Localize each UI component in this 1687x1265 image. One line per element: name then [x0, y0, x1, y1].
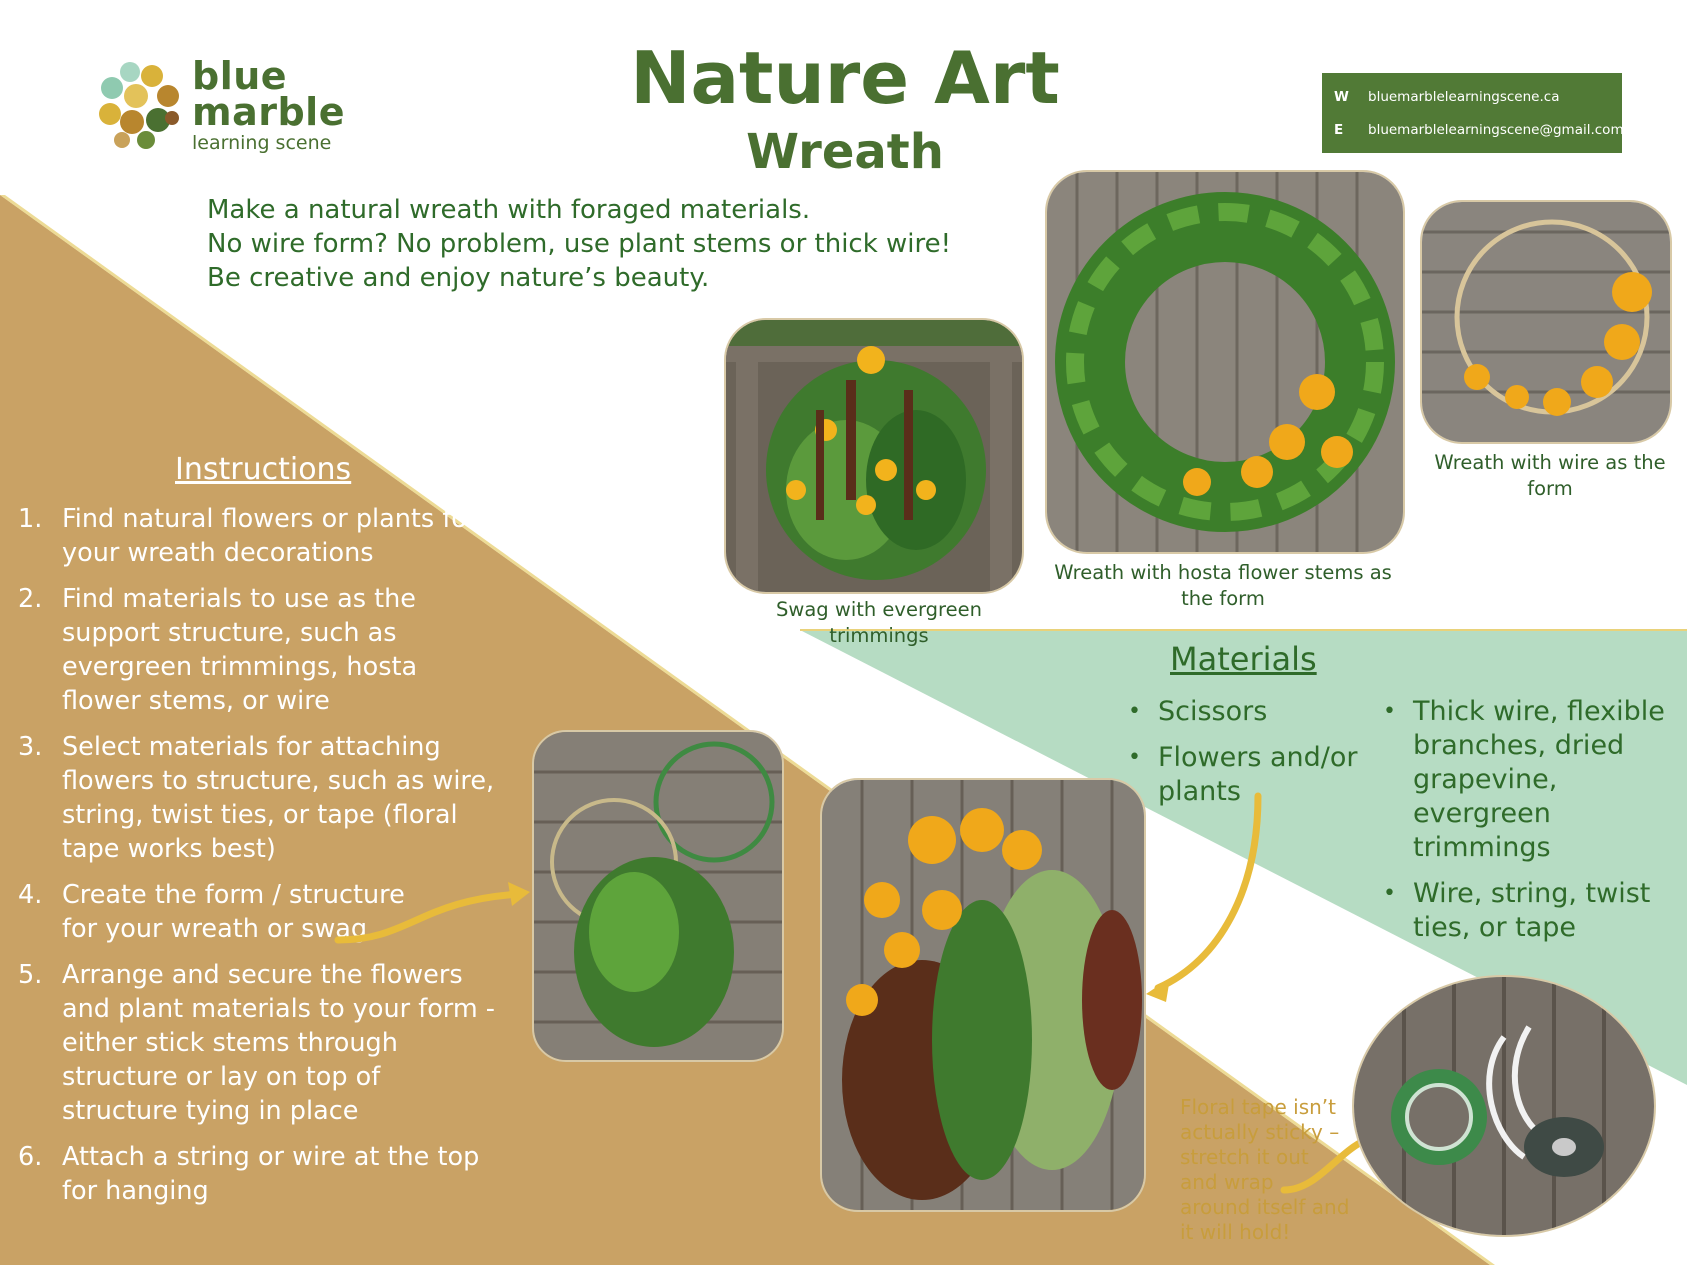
swag-image: [726, 320, 1022, 592]
contact-website[interactable]: [1334, 89, 1559, 105]
intro-line: Make a natural wreath with foraged materials.: [207, 195, 811, 225]
material-item: • Thick wire, flexible branches, dried grapevine, evergreen trimmings: [1383, 695, 1673, 865]
step-number: 1.: [18, 504, 43, 534]
step-text: Attach a string or wire at the top for hanging: [62, 1142, 480, 1206]
arrow-icon: [330, 880, 540, 950]
hosta-caption: Wreath with hosta flower stems as the form: [1054, 561, 1392, 610]
hosta-wreath-photo: [1045, 170, 1405, 554]
intro-line: Be creative and enjoy nature’s beauty.: [207, 263, 710, 293]
instructions-heading: Instructions: [175, 452, 352, 487]
instruction-step: [18, 958, 498, 1128]
step-text: Find materials to use as the support structure, such as evergreen trimmings, hosta flower stems, or wire: [62, 584, 418, 716]
tape-image: [1354, 977, 1654, 1235]
step-number: 6.: [18, 1142, 43, 1172]
intro-line: No wire form? No problem, use plant stems or thick wire!: [207, 229, 952, 259]
wire-caption: Wreath with wire as the form: [1434, 451, 1666, 500]
step-number: 2.: [18, 584, 43, 614]
flowers-photo: [820, 778, 1146, 1212]
forms-image: [534, 732, 782, 1060]
contact-key: E: [1334, 122, 1344, 138]
floral-tape-note: Floral tape isn’t actually sticky – stretch it out and wrap around itself and it will hold!: [1180, 1095, 1350, 1244]
contact-key: W: [1334, 89, 1349, 105]
instruction-step: [18, 582, 498, 718]
forms-photo: [532, 730, 784, 1062]
brand-logo: [92, 54, 352, 168]
swag-caption: Swag with evergreen trimmings: [776, 598, 982, 647]
materials-heading: Materials: [1170, 640, 1317, 678]
flowers-image: [822, 780, 1144, 1210]
marble-logo-icon: [92, 58, 184, 150]
instruction-step: [18, 502, 498, 570]
brand-line3: learning scene: [192, 132, 332, 154]
step-text: Arrange and secure the flowers and plant materials to your form - either stick stems through structure or lay on top of structure tying in place: [62, 960, 495, 1126]
hosta-wreath-image: [1047, 172, 1403, 552]
intro-text: [207, 193, 967, 295]
step-number: 4.: [18, 880, 43, 910]
step-text: Create the form / structure for your wreath or swag: [62, 880, 405, 944]
brand-wordmark: [192, 54, 345, 154]
step-text: Select materials for attaching flowers to structure, such as wire, string, twist ties, or tape (floral tape works best): [62, 732, 495, 864]
material-item: • Wire, string, twist ties, or tape: [1383, 877, 1673, 945]
brand-line2: marble: [192, 90, 345, 134]
contact-value: bluemarblelearningscene.ca: [1368, 89, 1560, 105]
page-subtitle: Wreath: [746, 124, 944, 180]
step-number: 3.: [18, 732, 43, 762]
wire-wreath-image: [1422, 202, 1670, 442]
arrow-icon: [1140, 790, 1270, 1005]
step-text: Find natural flowers or plants for your wreath decorations: [62, 504, 478, 568]
instruction-step: [18, 1140, 498, 1208]
step-number: 5.: [18, 960, 43, 990]
page-title: Nature Art: [630, 36, 1060, 120]
contact-value: bluemarblelearningscene@gmail.com: [1368, 122, 1624, 138]
contact-box: [1322, 73, 1622, 153]
brand-line1: blue: [192, 54, 288, 98]
material-item: • Flowers and/or plants: [1128, 741, 1368, 809]
swag-photo: [724, 318, 1024, 594]
wire-wreath-photo: [1420, 200, 1672, 444]
instructions-list: [18, 502, 498, 1220]
instruction-step: [18, 730, 498, 866]
materials-list-col2: [1383, 695, 1673, 957]
tape-photo: [1352, 975, 1656, 1237]
material-item: • Scissors: [1128, 695, 1368, 729]
contact-email[interactable]: [1334, 122, 1624, 138]
